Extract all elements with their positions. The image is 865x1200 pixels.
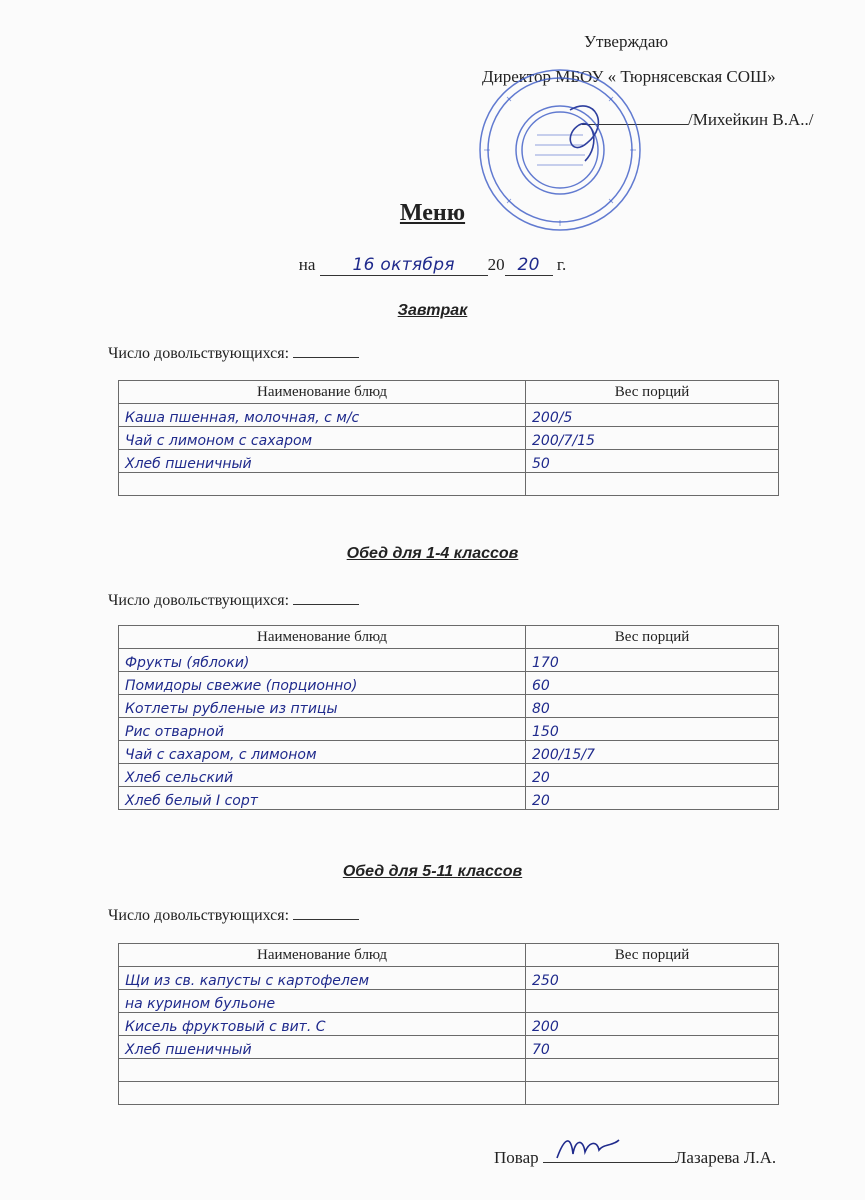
portion-weight <box>526 473 779 496</box>
dish-name: Фрукты (яблоки) <box>119 649 526 672</box>
dish-name: Хлеб сельский <box>119 764 526 787</box>
portion-weight: 200/15/7 <box>526 741 779 764</box>
approval-label: Утверждаю <box>584 32 669 51</box>
page-title: Меню <box>399 200 466 226</box>
column-header-weight: Вес порций <box>526 381 779 404</box>
lunch-5-11-heading: Обед для 5-11 классов <box>342 863 523 880</box>
lunch-1-4-count <box>108 590 359 610</box>
portion-weight: 200 <box>526 1013 779 1036</box>
lunch-1-4-count-label: Число довольствующихся: <box>108 592 290 609</box>
cook-label: Повар <box>494 1148 539 1167</box>
lunch-5-11-count-label: Число довольствующихся: <box>108 907 290 924</box>
portion-weight: 200/5 <box>526 404 779 427</box>
cook-name: Лазарева Л.А. <box>674 1148 777 1167</box>
date-day-month: 16 октября <box>320 255 488 276</box>
column-header-dish: Наименование блюд <box>119 944 526 967</box>
lunch-1-4-table <box>118 625 779 810</box>
cook-signature-line <box>543 1148 675 1163</box>
dish-name: Кисель фруктовый с вит. С <box>119 1013 526 1036</box>
table-row <box>119 695 779 718</box>
table-row <box>119 764 779 787</box>
portion-weight: 20 <box>526 764 779 787</box>
portion-weight: 70 <box>526 1036 779 1059</box>
table-row <box>119 741 779 764</box>
portion-weight: 250 <box>526 967 779 990</box>
breakfast-heading: Завтрак <box>397 302 468 319</box>
table-row <box>119 450 779 473</box>
portion-weight: 170 <box>526 649 779 672</box>
lunch-1-4-heading: Обед для 1-4 классов <box>346 545 519 562</box>
column-header-weight: Вес порций <box>526 626 779 649</box>
dish-name <box>119 1059 526 1082</box>
director-title: Директор МБОУ « Тюрнясевская СОШ» <box>482 67 776 86</box>
table-row <box>119 473 779 496</box>
table-row <box>119 672 779 695</box>
cook-signature <box>494 1148 776 1168</box>
dish-name: Чай с сахаром, с лимоном <box>119 741 526 764</box>
dish-name: Рис отварной <box>119 718 526 741</box>
dish-name <box>119 473 526 496</box>
breakfast-table <box>118 380 779 496</box>
portion-weight: 80 <box>526 695 779 718</box>
portion-weight <box>526 1082 779 1105</box>
table-row <box>119 967 779 990</box>
lunch-5-11-table <box>118 943 779 1105</box>
table-row <box>119 427 779 450</box>
dish-name: Хлеб пшеничный <box>119 450 526 473</box>
dish-name: Щи из св. капусты с картофелем <box>119 967 526 990</box>
table-header <box>119 626 779 649</box>
handwritten-signature <box>553 1130 623 1166</box>
date-year-abbrev: г. <box>556 255 567 274</box>
portion-weight <box>526 1059 779 1082</box>
dish-name: Помидоры свежие (порционно) <box>119 672 526 695</box>
dish-name: Хлеб белый I сорт <box>119 787 526 810</box>
dish-name: Чай с лимоном с сахаром <box>119 427 526 450</box>
table-row <box>119 404 779 427</box>
portion-weight: 50 <box>526 450 779 473</box>
dish-name: Каша пшенная, молочная, с м/с <box>119 404 526 427</box>
table-header <box>119 944 779 967</box>
table-row <box>119 1082 779 1105</box>
breakfast-count-label: Число довольствующихся: <box>108 345 290 362</box>
portion-weight: 20 <box>526 787 779 810</box>
lunch-5-11-count <box>108 905 359 925</box>
table-row <box>119 649 779 672</box>
table-row <box>119 1036 779 1059</box>
date-year-suffix: 20 <box>505 255 553 276</box>
portion-weight: 150 <box>526 718 779 741</box>
portion-weight: 200/7/15 <box>526 427 779 450</box>
column-header-weight: Вес порций <box>526 944 779 967</box>
date-year-prefix: 20 <box>487 255 505 274</box>
portion-weight <box>526 990 779 1013</box>
breakfast-count <box>108 343 359 363</box>
dish-name <box>119 1082 526 1105</box>
column-header-dish: Наименование блюд <box>119 626 526 649</box>
dish-name: Хлеб пшеничный <box>119 1036 526 1059</box>
dish-name: на курином бульоне <box>119 990 526 1013</box>
date-prefix: на <box>298 255 316 274</box>
menu-date <box>0 255 865 276</box>
dish-name: Котлеты рубленые из птицы <box>119 695 526 718</box>
table-row <box>119 718 779 741</box>
director-name: /Михейкин В.А../ <box>688 110 814 129</box>
table-row <box>119 787 779 810</box>
table-row <box>119 1013 779 1036</box>
portion-weight: 60 <box>526 672 779 695</box>
table-header <box>119 381 779 404</box>
column-header-dish: Наименование блюд <box>119 381 526 404</box>
table-row <box>119 1059 779 1082</box>
table-row <box>119 990 779 1013</box>
